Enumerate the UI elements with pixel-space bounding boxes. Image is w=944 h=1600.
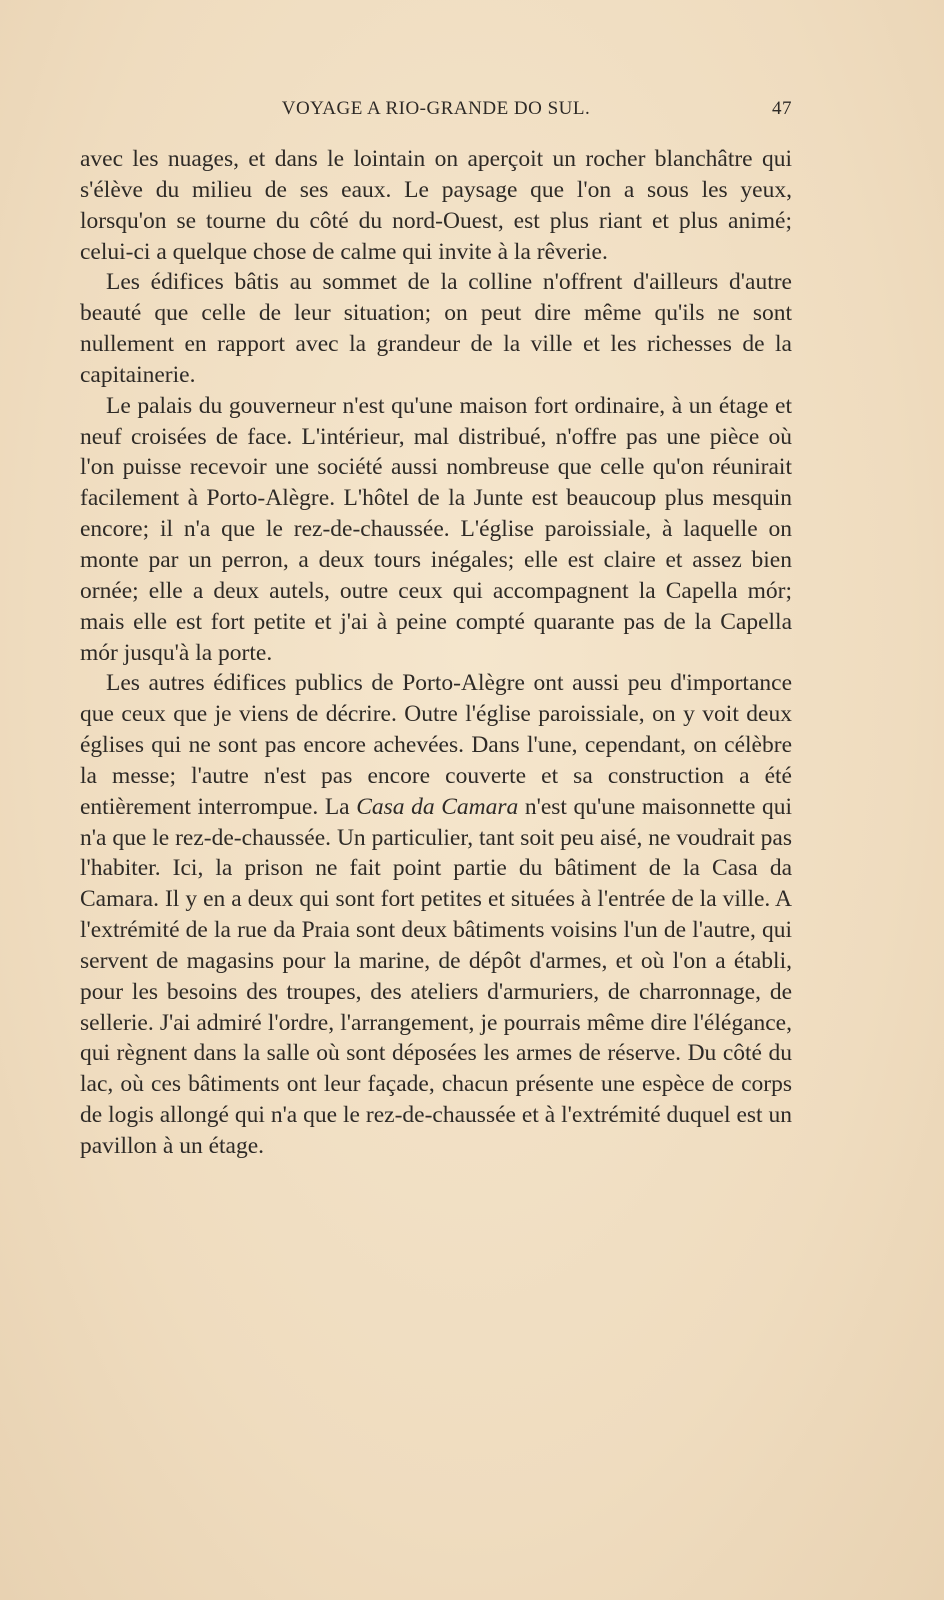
paragraph-4 [80, 668, 792, 1162]
paragraph-3: Le palais du gouverneur n'est qu'une maison fort ordinaire, à un étage et neuf croisées de face. L'intérieur, mal distribué, n'offre pas une pièce où l'on puisse recevoir une société aussi nombreuse que celle qu'on réunirait facilement à Porto-Alègre. L'hôtel de la Junte est beaucoup plus mesquin encore; il n'a que le rez-de-chaussée. L'église paroissiale, à laquelle on monte par un perron, a deux tours inégales; elle est claire et assez bien ornée; elle a deux autels, outre ceux qui accompagnent la Capella mór; mais elle est fort petite et j'ai à peine compté quarante pas de la Capella mór jusqu'à la porte. [80, 392, 792, 666]
running-title: VOYAGE A RIO-GRANDE DO SUL. [281, 98, 591, 119]
body-text [80, 144, 792, 1162]
page-number: 47 [772, 98, 792, 119]
paragraph-1: avec les nuages, et dans le lointain on aperçoit un rocher blanchâtre qui s'élève du milieu de ses eaux. Le paysage que l'on a sous les yeux, lorsqu'on se tourne du côté du nord-Ouest, est plus riant et plus animé; celui-ci a quelque chose de calme qui invite à la rêverie. [80, 146, 792, 265]
running-header [80, 98, 792, 126]
paragraph-2: Les édifices bâtis au sommet de la colline n'offrent d'ailleurs d'autre beauté que celle de leur situation; on peut dire même qu'ils ne sont nullement en rapport avec la grandeur de la ville et les richesses de la capitainerie. [80, 269, 792, 388]
paragraph-4-text-end: n'est qu'une maisonnette qui n'a que le rez-de-chaussée. Un particulier, tant soit peu aisé, ne voudrait pas l'habiter. Ici, la prison ne fait point partie du bâtiment de la Casa da Camara. Il y en a deux qui sont fort petites et situées à l'entrée de la ville. A l'extrémité de la rue da Praia sont deux bâtiments voisins l'un de l'autre, qui servent de magasins pour la marine, de dépôt d'armes, et où l'on a établi, pour les besoins des troupes, des ateliers d'armuriers, de charronnage, de sellerie. J'ai admiré l'ordre, l'arrangement, je pourrais même dire l'élégance, qui règnent dans la salle où sont déposées les armes de réserve. Du côté du lac, où ces bâtiments ont leur façade, chacun présente une espèce de corps de logis allongé qui n'a que le rez-de-chaussée et à l'extrémité duquel est un pavillon à un étage. [80, 793, 792, 1159]
paragraph-4-text-start: Les autres édifices publics de Porto-Alègre ont aussi peu d'importance que ceux que je viens de décrire. Outre l'église paroissiale, on y voit deux églises qui ne sont pas encore achevées. Dans l'une, cependant, on célèbre la messe; l'autre n'est pas encore couverte et sa construction a été entièrement interrompue. La [80, 670, 792, 820]
italic-term-casa-da-camara: Casa da Camara [356, 793, 519, 820]
